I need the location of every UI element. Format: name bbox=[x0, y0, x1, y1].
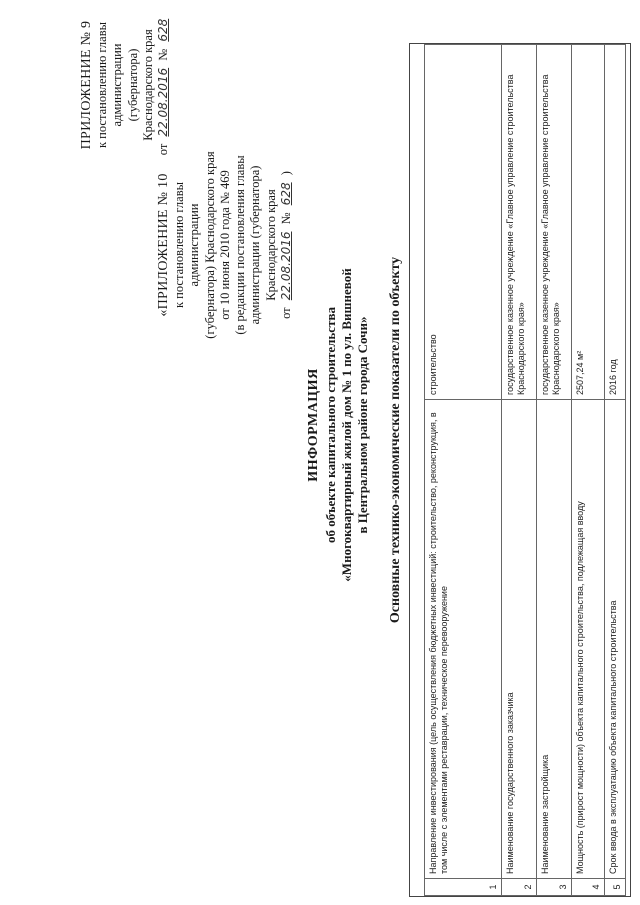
appendix-9-header bbox=[78, 10, 171, 160]
row-parameter: Срок ввода в эксплуатацию объекта капитального строительства bbox=[605, 400, 626, 879]
indicators-table bbox=[424, 44, 626, 896]
info-line-1: об объекте капитального строительства bbox=[322, 307, 338, 543]
row-value: 2016 год bbox=[605, 45, 626, 400]
info-block bbox=[305, 245, 371, 605]
appendix-10-title: «ПРИЛОЖЕНИЕ № 10 bbox=[156, 173, 171, 317]
section-heading: Основные технико-экономические показатели по объекту bbox=[388, 256, 403, 624]
table-row bbox=[572, 45, 605, 896]
table-header-strip bbox=[410, 44, 425, 896]
appendix-10-header bbox=[155, 145, 294, 345]
appendix-9-title: ПРИЛОЖЕНИЕ № 9 bbox=[79, 20, 94, 150]
appendix-10-line-1: к постановлению главы администрации bbox=[172, 181, 202, 309]
table-row bbox=[537, 45, 572, 896]
row-parameter: Направление инвестирования (цель осуществления бюджетных инвестиций: строительство, реконструкция, в том числе с элементами реставрации, техническое перевооружение bbox=[425, 400, 502, 879]
appendix-10-number: 628 bbox=[278, 182, 293, 206]
info-line-2: «Многоквартирный жилой дом № 1 по ул. Вишневой bbox=[338, 268, 354, 582]
info-title: ИНФОРМАЦИЯ bbox=[306, 368, 321, 482]
row-number: 2 bbox=[502, 879, 537, 896]
appendix-9-line-2: (губернатора) Краснодарского края bbox=[125, 29, 155, 141]
appendix-9-number-prefix: № bbox=[156, 48, 171, 61]
appendix-10-line-3: от 10 июня 2010 года № 469 bbox=[217, 170, 232, 320]
row-number: 1 bbox=[425, 879, 502, 896]
info-line-3: в Центральном районе города Сочи» bbox=[355, 316, 370, 534]
row-parameter: Наименование государственного заказчика bbox=[502, 400, 537, 879]
appendix-10-date-line bbox=[279, 145, 294, 345]
indicators-table-frame bbox=[409, 43, 631, 897]
table-row bbox=[425, 45, 502, 896]
row-parameter: Наименование застройщика bbox=[537, 400, 572, 879]
row-parameter: Мощность (прирост мощности) объекта капитального строительства, подлежащая вводу bbox=[572, 400, 605, 879]
appendix-10-line-2: (губернатора) Краснодарского края bbox=[202, 151, 217, 339]
row-number: 3 bbox=[537, 879, 572, 896]
row-value: государственное казенное учреждение «Главное управление строительства Краснодарского края» bbox=[537, 45, 572, 400]
appendix-9-number: 628 bbox=[156, 18, 171, 42]
appendix-9-date-line bbox=[156, 10, 171, 160]
table-row bbox=[605, 45, 626, 896]
appendix-10-line-5: администрации (губернатора) bbox=[248, 165, 263, 325]
row-number: 4 bbox=[572, 879, 605, 896]
row-value: строительство bbox=[425, 45, 502, 400]
table-row bbox=[502, 45, 537, 896]
appendix-10-number-prefix: № bbox=[278, 212, 293, 225]
row-value: государственное казенное учреждение «Главное управление строительства Краснодарского края» bbox=[502, 45, 537, 400]
appendix-10-date-prefix: от bbox=[278, 307, 293, 319]
row-value: 2507,24 м² bbox=[572, 45, 605, 400]
appendix-10-closing: ) bbox=[278, 171, 293, 176]
appendix-9-line-1: к постановлению главы администрации bbox=[95, 21, 125, 149]
appendix-10-date: 22.08.2016 bbox=[278, 231, 293, 301]
appendix-9-date: 22.08.2016 bbox=[156, 67, 171, 137]
appendix-9-date-prefix: от bbox=[156, 143, 171, 156]
appendix-10-line-6: Краснодарского края bbox=[263, 189, 278, 301]
row-number: 5 bbox=[605, 879, 626, 896]
appendix-10-line-4: (в редакции постановления главы bbox=[233, 155, 248, 335]
